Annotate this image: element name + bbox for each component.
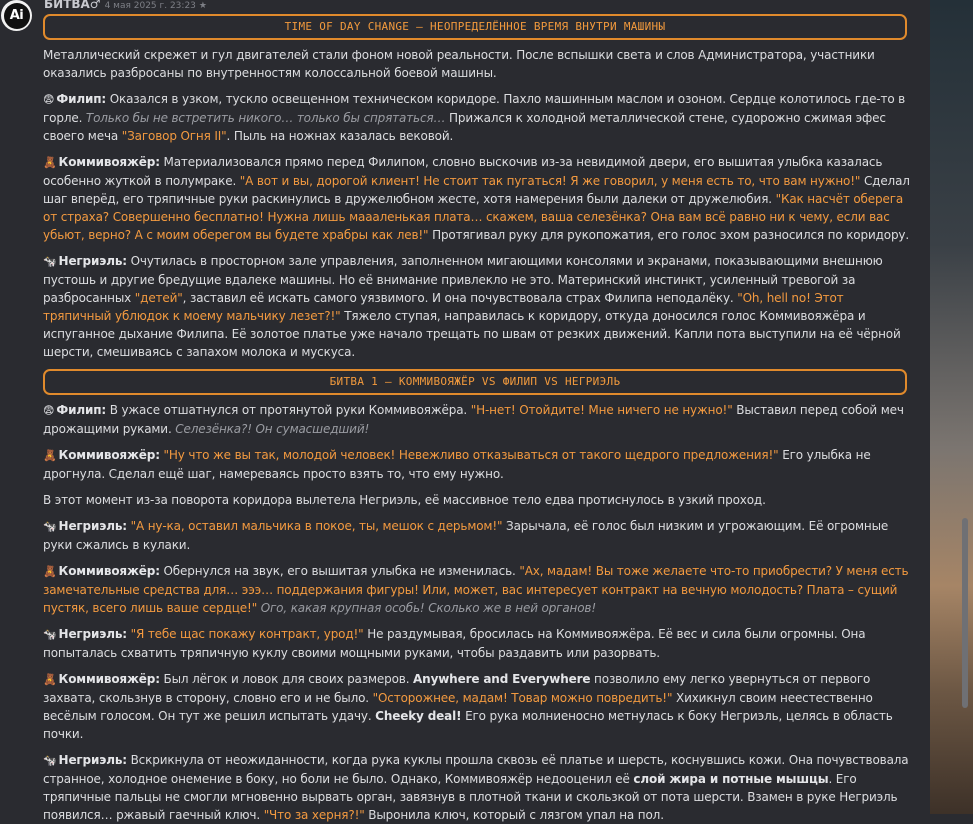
quote-text: "Что за херня?!" — [263, 808, 365, 822]
bold-text: слой жира и потные мышцы — [633, 772, 829, 786]
text: Тяжело ступая, направилась к коридору, откуда доносился голос Коммивояжёра и испуганное дыхание Филипа. Её золотое платье уже начало трещать по швам от резких движений. Капли пота выступили на её чёрной шерсти, смешиваясь с запахом молока и мускуса. — [43, 309, 901, 359]
author-name[interactable]: БИТВА♂ — [44, 0, 101, 11]
quote-text: "Ну что же вы так, молодой человек! Невежливо отказываться от такого щедрого предложения!" — [163, 448, 779, 462]
salesman-paragraph — [43, 670, 913, 743]
negriel-paragraph — [43, 252, 913, 361]
philip-paragraph — [43, 401, 913, 438]
speaker-salesman: Коммивояжёр: — [58, 448, 160, 462]
speaker-negriel: Негриэль: — [58, 519, 127, 533]
quote-text: "Заговор Огня II" — [121, 129, 227, 143]
text: Его рука молниеносно метнулась к боку Негриэль, целясь в область почки. — [43, 709, 893, 741]
text: позволило ему легко увернуться от первого захвата, скользнув в сторону, словно его и не было. — [43, 672, 871, 705]
salesman-paragraph — [43, 562, 913, 617]
ability-name: Anywhere and Everywhere — [413, 672, 591, 686]
text: Хихикнул своим неестественно весёлым голосом. Он тут же решил испытать удачу. — [43, 691, 873, 723]
text: Его улыбка не дрогнула. Сделал ещё шаг, намереваясь просто взять то, что ему нужно. — [43, 448, 871, 481]
cow-icon: 🐄 — [43, 520, 57, 533]
teddy-bear-icon: 🧸 — [43, 565, 57, 578]
message-header — [44, 0, 207, 13]
cow-icon: 🐄 — [43, 255, 57, 268]
message-timestamp: 4 мая 2025 г. 23:23 — [104, 1, 196, 11]
quote-text: "Осторожнее, мадам! Товар можно повредить!" — [372, 691, 673, 705]
narration-text: Металлический скрежет и гул двигателей стали фоном новой реальности. После вспышки света и слов Администратора, участники оказались разбросаны по внутренностям колоссальной боевой машины. — [43, 48, 875, 80]
speaker-philip: Филип: — [56, 92, 107, 106]
speaker-negriel: Негриэль: — [58, 627, 127, 641]
speaker-negriel: Негриэль: — [58, 753, 127, 767]
text: Обернулся на звук, его вышитая улыбка не изменилась. — [159, 564, 520, 578]
text: Выставил перед собой меч дрожащими руками. — [43, 403, 904, 436]
text: Был лёгок и ловок для своих размеров. — [159, 672, 414, 686]
text: Прижался к холодной металлической стене, судорожно сжимая эфес своего меча — [43, 111, 886, 143]
negriel-paragraph — [43, 625, 913, 662]
text: Оказался в узком, тускло освещенном техническом коридоре. Пахло машинным маслом и озоном. Сердце колотилось где-то в горле. — [43, 92, 906, 125]
teddy-bear-icon: 🧸 — [43, 156, 57, 169]
text: Выронила ключ, который с лязгом упал на пол. — [364, 808, 664, 822]
quote-text: "Oh, hell no! Этот тряпичный ублюдок к моему мальчику лезет?!" — [43, 291, 844, 323]
thought-text: Селезёнка?! Он сумасшедший! — [175, 422, 370, 436]
text: Протягивал руку для рукопожатия, его голос эхом разносился по коридору. — [428, 228, 910, 242]
salesman-paragraph — [43, 153, 913, 244]
avatar[interactable] — [1, 0, 32, 31]
thought-text: Ого, какая крупная особь! Сколько же в ней органов! — [257, 601, 596, 615]
thought-text: Только бы не встретить никого… только бы спрятаться… — [85, 111, 446, 125]
text: Не раздумывая, бросилась на Коммивояжёра. Её вес и сила были огромны. Она попыталась схватить тряпичную куклу своими мощными руками, чтобы раздавить или разорвать. — [43, 627, 866, 660]
negriel-paragraph — [43, 751, 913, 824]
fearful-face-icon: 😨 — [43, 404, 55, 417]
cow-icon: 🐄 — [43, 754, 57, 767]
battle-banner: БИТВА 1 – КОММИВОЯЖЁР VS ФИЛИП VS НЕГРИЭЛЬ — [43, 369, 907, 395]
text: Материализовался прямо перед Филипом, словно выскочив из-за невидимой двери, его вышитая улыбка казалась особенно жуткой в полумраке. — [43, 155, 883, 188]
quote-text: "Н-нет! Отойдите! Мне ничего не нужно!" — [470, 403, 733, 417]
star-icon: ★ — [198, 1, 207, 11]
narration-paragraph — [43, 491, 913, 509]
speaker-salesman: Коммивояжёр: — [58, 672, 160, 686]
teddy-bear-icon: 🧸 — [43, 673, 57, 686]
narration-text: В этот момент из-за поворота коридора вылетела Негриэль, её массивное тело едва протиснулось в узкий проход. — [43, 493, 766, 507]
scrollbar-thumb[interactable] — [962, 518, 968, 708]
quote-text: "Как насчёт оберега от страха? Совершенно бесплатно! Нужна лишь маааленькая плата… скажем, ваша селезёнка? Она вам всё равно ни к чему, если вас убьют, верно? А с моим оберегом вы будете храбры как лев!" — [43, 192, 904, 242]
speaker-negriel: Негриэль: — [58, 254, 127, 268]
cow-icon: 🐄 — [43, 628, 57, 641]
quote-text: "Я тебе щас покажу контракт, урод!" — [130, 627, 364, 641]
speaker-salesman: Коммивояжёр: — [58, 155, 160, 169]
time-of-day-banner: TIME OF DAY CHANGE – НЕОПРЕДЕЛЁННОЕ ВРЕМЯ ВНУТРИ МАШИНЫ — [43, 14, 907, 40]
text: Очутилась в просторном зале управления, заполненном мигающими консолями и экранами, показывающими внешнюю пустошь и другие бредущие вдалеке машины. Но её внимание привлекло не это. Материнский инстинкт, усиленный тревогой за разбросанных — [43, 254, 883, 305]
text: . Пыль на ножнах казалась вековой. — [226, 129, 454, 143]
quote-text: "А вот и вы, дорогой клиент! Не стоит так пугаться! Я же говорил, у меня есть то, что вам нужно!" — [239, 174, 861, 188]
teddy-bear-icon: 🧸 — [43, 449, 57, 462]
text: . Его тряпичные пальцы не смогли мгновенно вырвать орган, завязнув в плотной ткани и скользкой от пота шерсти. Взамен в руке Негриэль появился… ржавый гаечный ключ. — [43, 772, 898, 822]
salesman-paragraph — [43, 446, 913, 483]
negriel-paragraph — [43, 517, 913, 554]
avatar-logo: Ai — [4, 3, 30, 29]
narration-paragraph — [43, 46, 913, 82]
text: Зарычала, её голос был низким и угрожающим. Её огромные руки сжались в кулаки. — [43, 519, 889, 552]
quote-text: "детей" — [134, 291, 183, 305]
message-content — [43, 14, 913, 824]
speaker-philip: Филип: — [56, 403, 107, 417]
text: В ужасе отшатнулся от протянутой руки Коммивояжёра. — [106, 403, 471, 417]
fearful-face-icon: 😨 — [43, 93, 55, 106]
speaker-salesman: Коммивояжёр: — [58, 564, 160, 578]
text: Сделал шаг вперёд, его тряпичные руки раскинулись в дружелюбном жесте, хотя намерения были далеки от дружелюбия. — [43, 174, 910, 206]
text: Вскрикнула от неожиданности, когда рука куклы прошла сквозь её платье и шерсть, коснувшись кожи. Она почувствовала странное, холодное онемение в боку, но боли не было. Однако, Коммивояжёр недооценил её — [43, 753, 909, 786]
text: , заставил её искать самого уязвимого. И она почувствовала страх Филипа неподалёку. — [182, 291, 738, 305]
philip-paragraph — [43, 90, 913, 145]
quote-text: "Ах, мадам! Вы тоже желаете что-то приобрести? У меня есть замечательные средства для… эээ… поддержания фигуры! Или, может, вас интересует контракт на вечную молодость? Плата – сущий пустяк, всего лишь ваше сердце!" — [43, 564, 909, 615]
quote-text: "А ну-ка, оставил мальчика в покое, ты, мешок с дерьмом!" — [130, 519, 503, 533]
ability-name: Cheeky deal! — [375, 709, 462, 723]
